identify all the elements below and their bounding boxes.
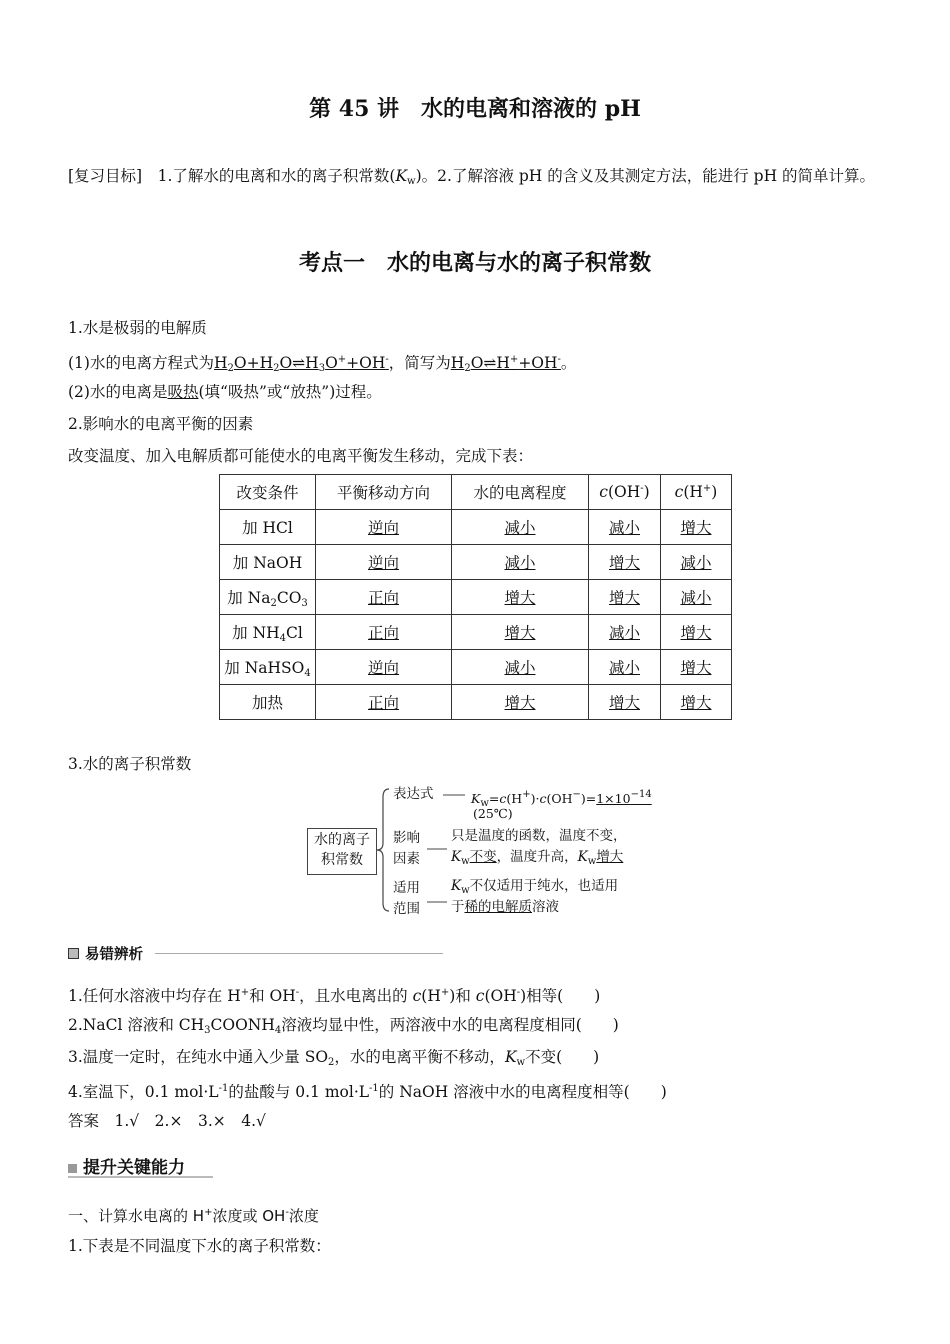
branch-expression-label: 表达式 [393,786,434,802]
header-cell: 平衡移动方向 [316,475,452,510]
statement-4: 4.室温下，0.1 $mol\cdot L^{-1}$的盐酸与 0.1 $mol\cdot L^{-1}$的 NaOH 溶液中水的电离程度相等( ) [68,1083,667,1101]
goals-label: [复习目标] [68,167,143,185]
answer-cell: 正向 [316,615,452,650]
answer-cell: 增大 [661,650,732,685]
answer-cell: 减小 [589,510,661,545]
answer-cell: 正向 [316,580,452,615]
answer-cell: 逆向 [316,545,452,580]
statement-1: 1.任何水溶液中均存在 H+和 OH-，且水电离出的 c(H+)和 c(OH-)相等( ) [68,987,601,1005]
answer-cell: 减小 [661,545,732,580]
error-analysis-heading: 易错辨析 [68,943,143,964]
square-bullet-icon [68,1164,77,1173]
answer-cell: 减小 [452,545,589,580]
branch-scope-line-1: $K_w$不仅适用于纯水，也适用 [451,878,619,896]
answer-cell: 增大 [452,685,589,720]
answer-cell: 增大 [452,580,589,615]
answer-cell: 逆向 [316,510,452,545]
header-cell: 改变条件 [220,475,316,510]
heading-underline [68,1176,213,1178]
kw-concept-diagram [305,785,655,917]
answer-cell: 减小 [452,650,589,685]
answer-cell: 减小 [452,510,589,545]
statement-3: 3.温度一定时，在纯水中通入少量 $SO_2$，水的电离平衡不移动，$K_w$不变( ) [68,1048,600,1068]
header-cell: c(OH-) [589,475,661,510]
condition-cell: 加 HCl [220,510,316,545]
branch-factor-label-2: 因素 [393,851,420,867]
answer-cell: 正向 [316,685,452,720]
answer-cell: 逆向 [316,650,452,685]
condition-cell: 加 $NH_4Cl$ [220,615,316,650]
answer-cell: 减小 [661,580,732,615]
header-cell: 水的电离程度 [452,475,589,510]
table-row [220,685,732,720]
answer-cell: 增大 [661,615,732,650]
review-goals: [复习目标] 1.了解水的电离和水的离子积常数$(K_w)$。2.了解溶液 pH 的含义及其测定方法，能进行 pH 的简单计算。 [68,167,876,187]
square-bullet-icon [68,948,79,959]
answer-line: 答案 1.√ 2.× 3.× 4.√ [68,1112,266,1130]
diagram-root-box: 水的离子 积常数 [307,828,377,875]
subsection-heading: 一、计算水电离的 H+浓度或 OH-浓度 [68,1207,319,1225]
paragraph-kw: 3.水的离子积常数 [68,755,192,773]
answer-cell: 增大 [589,685,661,720]
paragraph-1: 1.水是极弱的电解质 [68,319,207,337]
table-row [220,615,732,650]
paragraph-factors: 2.影响水的电离平衡的因素 [68,415,254,433]
paragraph-endothermic: (2)水的电离是吸热(填“吸热”或“放热”)过程。 [68,383,382,401]
table-row [220,580,732,615]
answer-cell: 增大 [452,615,589,650]
condition-cell: 加热 [220,685,316,720]
section-title: 考点一 水的电离与水的离子积常数 [298,250,651,276]
equilibrium-table [219,474,732,720]
table-row [220,545,732,580]
branch-factor-line-1: 只是温度的函数，温度不变， [451,828,627,844]
table-row [220,510,732,545]
branch-expression-note: (25℃) [473,806,513,821]
condition-cell: 加 NaHSO$_4$ [220,650,316,685]
statement-2: 2.NaCl 溶液和 $CH_3COONH_4$溶液均显中性，两溶液中水的电离程度相同( ) [68,1016,619,1036]
table-header-row [220,475,732,510]
branch-scope-label-2: 范围 [393,901,420,917]
branch-scope-label-1: 适用 [393,880,420,896]
answer-cell: 增大 [661,510,732,545]
key-ability-heading: 提升关键能力 [68,1153,185,1178]
table-row [220,650,732,685]
paragraph-ionization-equation: (1)水的电离方程式为$H_2O+H_2O\rightleftharpoons H_3O^++OH^-$，简写为$H_2O\rightleftharpoons H^++OH^-$。 [68,354,577,374]
condition-cell: 加 NaOH [220,545,316,580]
answer-cell: 减小 [589,615,661,650]
equation-answer-short: $H_2O\rightleftharpoons H^++OH^-$ [450,354,561,374]
answer-cell: 增大 [589,545,661,580]
heading-rule [155,953,443,954]
answer-endothermic: 吸热 [167,383,199,401]
branch-factor-label-1: 影响 [393,830,420,846]
paragraph-last: 1.下表是不同温度下水的离子积常数： [68,1237,331,1255]
answer-cell: 增大 [589,580,661,615]
header-cell: c(H+) [661,475,732,510]
condition-cell: 加 $Na_2CO_3$ [220,580,316,615]
branch-scope-line-2: 于稀的电解质溶液 [451,899,559,915]
branch-expression-formula: $K_w=c(H^+)\cdot c(OH^-)=1\times 10^{-14}$ [471,789,652,809]
answer-cell: 减小 [589,650,661,685]
page-title: 第 45 讲 水的电离和溶液的 pH [309,96,641,122]
branch-factor-line-2: $K_w$不变，温度升高，$K_w$增大 [451,849,624,867]
paragraph-table-intro: 改变温度、加入电解质都可能使水的电离平衡发生移动，完成下表： [68,447,534,465]
answer-cell: 增大 [661,685,732,720]
equation-answer-full: $H_2O+H_2O\rightleftharpoons H_3O^++OH^-$ [213,354,389,374]
